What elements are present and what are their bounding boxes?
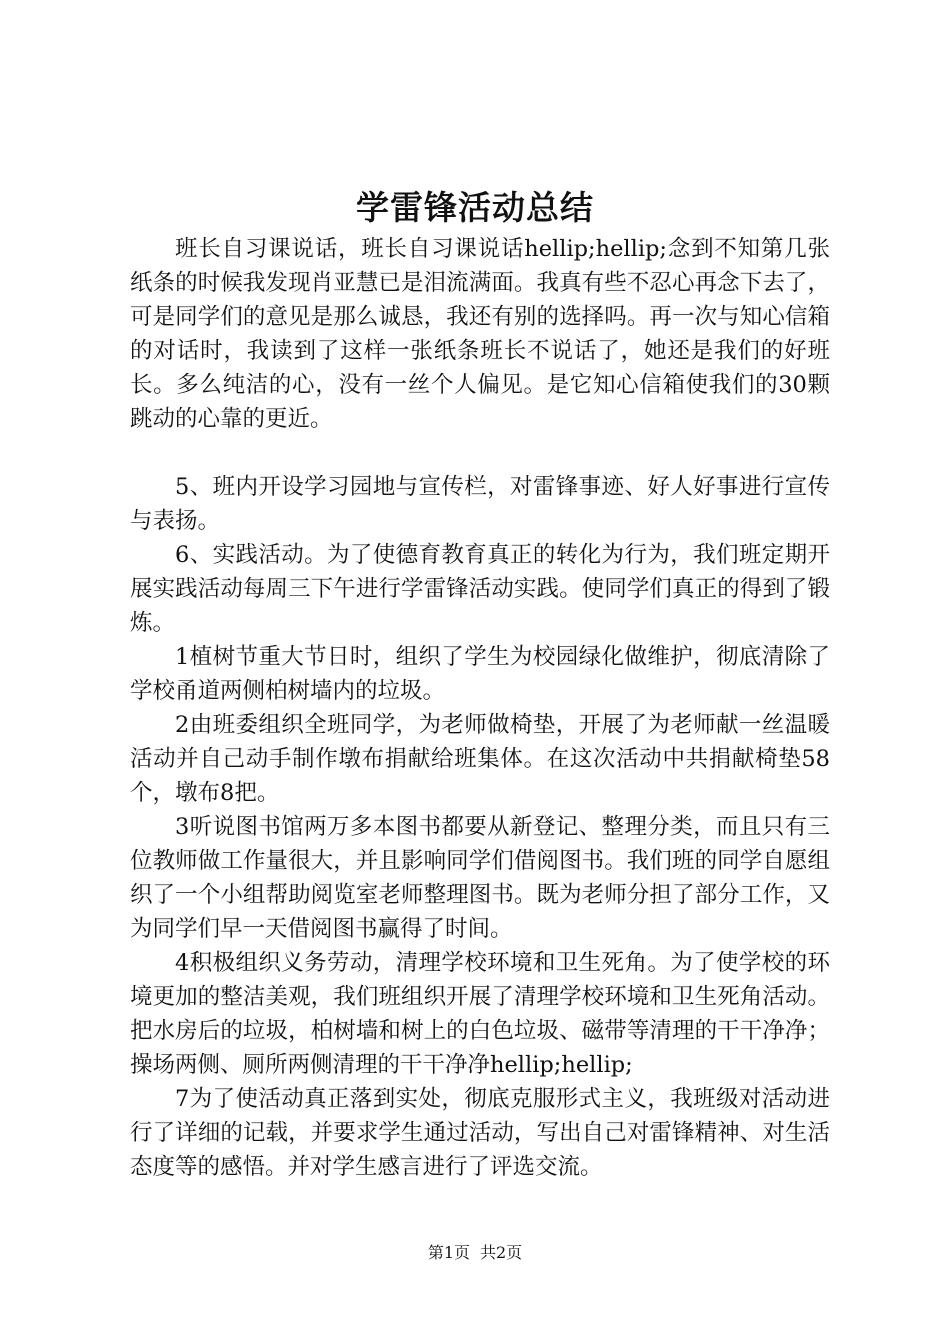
paragraph-item-7: 7为了使活动真正落到实处，彻底克服形式主义，我班级对活动进行了详细的记载，并要求学生通过活动，写出自己对雷锋精神、对生活态度等的感悟。并对学生感言进行了评选交流。 bbox=[130, 1086, 830, 1180]
paragraph-item-5: 5、班内开设学习园地与宣传栏，对雷锋事迹、好人好事进行宣传与表扬。 bbox=[130, 474, 830, 534]
page-total: 共2页 bbox=[480, 1243, 523, 1262]
paragraph-item-6: 6、实践活动。为了使德育教育真正的转化为行为，我们班定期开展实践活动每周三下午进行学雷锋活动实践。使同学们真正的得到了锻炼。 bbox=[130, 542, 830, 636]
document-title: 学雷锋活动总结 bbox=[356, 188, 594, 227]
paragraph-monitor-notes: 班长自习课说话，班长自习课说话hellip;hellip;念到不知第几张纸条的时候我发现肖亚慧已是泪流满面。我真有些不忍心再念下去了，可是同学们的意见是那么诚恳，我还有别的选择吗。再一次与知心信箱的对话时，我读到了这样一张纸条班长不说话了，她还是我们的好班长。多么纯洁的心，没有一丝个人偏见。是它知心信箱使我们的30颗跳动的心靠的更近。 bbox=[130, 236, 830, 432]
page-number: 第1页 bbox=[427, 1243, 470, 1262]
paragraph-subitem-2: 2由班委组织全班同学，为老师做椅垫，开展了为老师献一丝温暖活动并自己动手制作墩布捐献给班集体。在这次活动中共捐献椅垫58个，墩布8把。 bbox=[130, 712, 830, 806]
paragraph-subitem-4: 4积极组织义务劳动，清理学校环境和卫生死角。为了使学校的环境更加的整洁美观，我们班组织开展了清理学校环境和卫生死角活动。把水房后的垃圾，柏树墙和树上的白色垃圾、磁带等清理的干干净净；操场两侧、厕所两侧清理的干干净净hellip;hellip; bbox=[130, 950, 830, 1078]
paragraph-subitem-1: 1植树节重大节日时，组织了学生为校园绿化做维护，彻底清除了学校甬道两侧柏树墙内的垃圾。 bbox=[130, 644, 830, 704]
paragraph-subitem-3: 3听说图书馆两万多本图书都要从新登记、整理分类，而且只有三位教师做工作量很大，并且影响同学们借阅图书。我们班的同学自愿组织了一个小组帮助阅览室老师整理图书。既为老师分担了部分工作，又为同学们早一天借阅图书赢得了时间。 bbox=[130, 814, 830, 942]
document-body bbox=[130, 232, 830, 1184]
page-footer bbox=[0, 1242, 950, 1264]
